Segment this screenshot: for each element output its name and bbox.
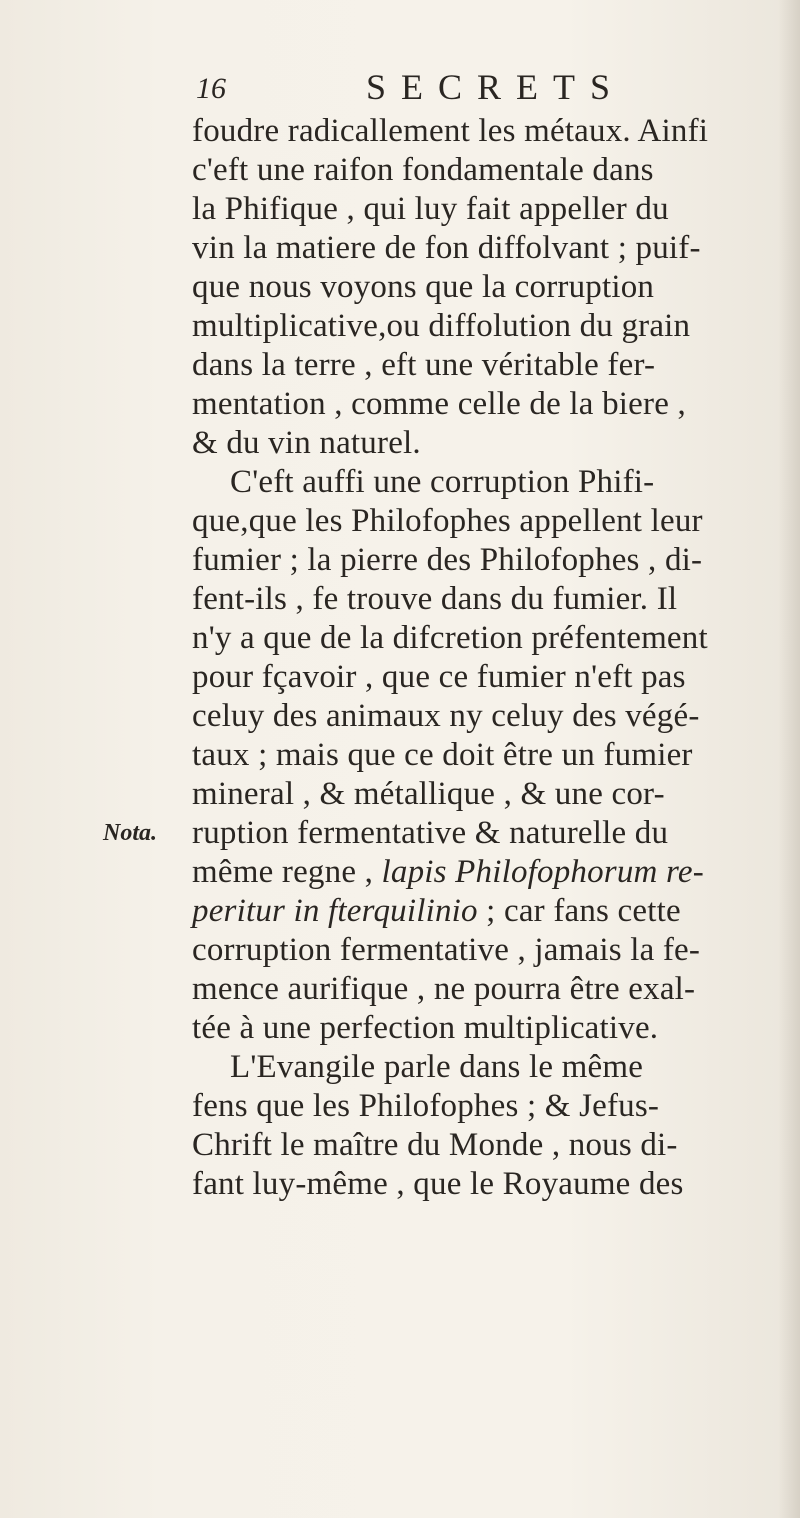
text-roman: même regne ,: [192, 854, 382, 890]
text-line: C'eft auffi une corruption Phifi-: [230, 464, 655, 500]
text-line: tée à une perfection multiplicative.: [192, 1010, 659, 1046]
text-italic-latin: lapis Philofophorum re-: [381, 854, 704, 890]
margin-note: Nota.: [103, 820, 157, 846]
text-line: corruption fermentative , jamais la fe-: [192, 932, 701, 968]
text-line: & du vin naturel.: [192, 425, 421, 461]
page-header: [196, 66, 636, 116]
text-line: ruption fermentative & naturelle du: [192, 815, 669, 851]
body-text: [192, 112, 792, 1204]
text-line: fent-ils , fe trouve dans du fumier. Il: [192, 581, 678, 617]
text-line: que,que les Philofophes appellent leur: [192, 503, 703, 539]
text-line: dans la terre , eft une véritable fer-: [192, 347, 656, 383]
text-line: fumier ; la pierre des Philofophes , di-: [192, 542, 703, 578]
text-line: fant luy-même , que le Royaume des: [192, 1166, 684, 1202]
page-number: 16: [196, 72, 226, 105]
text-line: foudre radicallement les métaux. Ainfi: [192, 113, 709, 149]
text-line: celuy des animaux ny celuy des végé-: [192, 698, 700, 734]
text-line: mence aurifique , ne pourra être exal-: [192, 971, 696, 1007]
text-line: mineral , & métallique , & une cor-: [192, 776, 665, 812]
text-line: L'Evangile parle dans le même: [230, 1049, 644, 1085]
text-italic-latin: peritur in fterquilinio: [192, 893, 478, 929]
text-line: que nous voyons que la corruption: [192, 269, 655, 305]
text-line: vin la matiere de fon diffolvant ; puif-: [192, 230, 701, 266]
text-line: fens que les Philofophes ; & Jefus-: [192, 1088, 660, 1124]
text-roman: ; car fans cette: [477, 893, 681, 929]
text-line: c'eft une raifon fondamentale dans: [192, 152, 654, 188]
text-line: Chrift le maître du Monde , nous di-: [192, 1127, 678, 1163]
text-line-mixed: [192, 892, 792, 931]
text-line: n'y a que de la difcretion préfentement: [192, 620, 708, 656]
running-head: SECRETS: [366, 67, 626, 107]
text-line-mixed: [192, 853, 792, 892]
text-line: multiplicative,ou diffolution du grain: [192, 308, 691, 344]
text-line: mentation , comme celle de la biere ,: [192, 386, 686, 422]
text-line: la Phifique , qui luy fait appeller du: [192, 191, 669, 227]
text-line: pour fçavoir , que ce fumier n'eft pas: [192, 659, 686, 695]
text-line: taux ; mais que ce doit être un fumier: [192, 737, 693, 773]
